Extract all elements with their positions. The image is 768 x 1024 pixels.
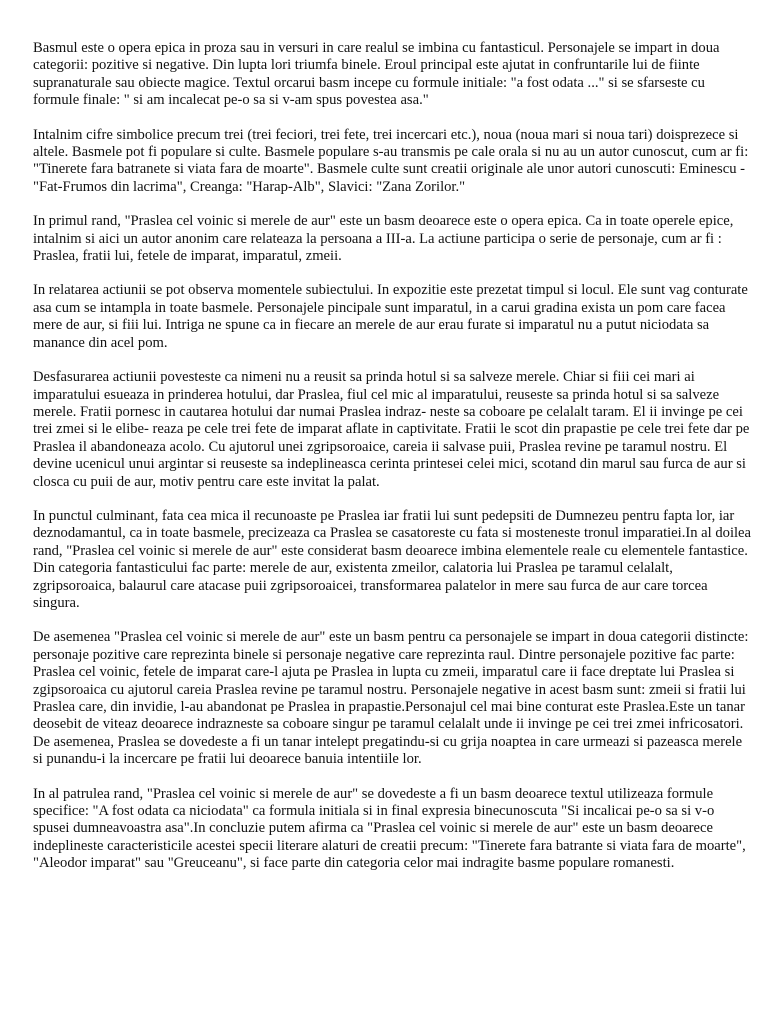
document-page: [33, 40, 753, 890]
paragraph-7: De asemenea "Praslea cel voinic si merele de aur" este un basm pentru ca personajele se impart in doua categorii distincte: personaje pozitive care reprezinta binele si personaje negative care reprezinta raul. Dintre personajele pozitive fac parte: Praslea cel voinic, fetele de imparat care-l ajuta pe Praslea in lupta cu zmeii, imparatul care ii face dreptate lui Praslea si zgipsoroaica cu ajutorul careia Praslea revine pe taramul nostru. Personajele negative in acest basm sunt: zmeii si fratii lui Praslea care, din invidie, l-au abandonat pe Praslea in prapastie.Personajul cel mai bine conturat este Praslea.Este un tanar deosebit de viteaz deoarece indrazneste sa coboare singur pe taramul celalalt unde ii invinge pe cei trei zmei infricosatori. De asemenea, Praslea se dovedeste a fi un tanar intelept pregatindu-si cu grija noaptea in care urmeazi si pazeasca merele si punandu-i la incercare pe fratii lui deoarece banuia intentiile lor.: [33, 629, 749, 768]
paragraph-1: Basmul este o opera epica in proza sau in versuri in care realul se imbina cu fantasticul. Personajele se impart in doua categorii: pozitive si negative. Din lupta lori triumfa binele. Eroul principal este ajutat in confruntarile lui de fiinte supranaturale sau obiecte magice. Textul orcarui basm incepe cu formule initiale: "a fost odata ..." si se sfarseste cu formule finale: " si am incalecat pe-o sa si v-am spus povestea asa.": [33, 40, 720, 109]
paragraph-5: Desfasurarea actiunii povesteste ca nimeni nu a reusit sa prinda hotul si sa salveze merele. Chiar si fiii cei mari ai imparatului esueaza in prinderea hotului, dar Praslea, fiul cel mic al imparatului, reuseste sa prinda hotul si sa salveze merele. Fratii pornesc in cautarea hotului dar numai Praslea indraz- neste sa coboare pe celalalt taram. El ii invinge pe cei trei zmei si le elibe- reaza pe cele trei fete de imparat aflate in captivitate. Fratii le scot din prapastie pe cele trei fete dar pe Praslea il abandoneaza acolo. Cu ajutorul unei zgripsoroaice, careia ii salvase puii, Praslea revine pe taramul nostru. El devine ucenicul unui argintar si reuseste sa indeplineasca cerinta printesei celei mici, scotand din marul sau furca de aur si closca cu puii de aur, motiv pentru care este invitat la palat.: [33, 369, 750, 490]
paragraph-8: In al patrulea rand, "Praslea cel voinic si merele de aur" se dovedeste a fi un basm deoarece textul utilizeaza formule specifice: "A fost odata ca niciodata" ca formula initiala si in final expresia binecunoscuta "Si incalicai pe-o sa si v-o spusei dumneavoastra asa".In concluzie putem afirma ca "Praslea cel voinic si merele de aur" este un basm deoarece indeplineste caracteristicile acestei specii literare alaturi de creatii precum: "Tinerete fara batrante si viata fara de moarte", "Aleodor imparat" sau "Greuceanu", si face parte din categoria celor mai indragite basme populare romanesti.: [33, 785, 746, 872]
paragraph-6: In punctul culminant, fata cea mica il recunoaste pe Praslea iar fratii lui sunt pedepsiti de Dumnezeu pentru fapta lor, iar deznodamantul, ca in toate basmele, precizeaza ca Praslea se casatoreste cu fata si mosteneste tronul imparatiei.In al doilea rand, "Praslea cel voinic si merele de aur" este considerat basm deoarece imbina elementele reale cu elementele fantastice. Din categoria fantasticului fac parte: merele de aur, existenta zmeilor, calatoria lui Praslea pe taramul celalalt, zgripsoroaica, balaurul care atacase puii zgripsoroaicei, transformarea palatelor in mere sau furca de aur care torcea singura.: [33, 507, 752, 611]
paragraph-4: In relatarea actiunii se pot observa momentele subiectului. In expozitie este prezetat timpul si locul. Ele sunt vag conturate asa cum se intampla in toate basmele. Personajele pincipale sunt imparatul, in a carui gradina exista un pom care facea mere de aur, si fiii lui. Intriga ne spune ca in fiecare an merele de aur erau furate si imparatul nu a putut niciodata sa manance din acel pom.: [33, 282, 748, 351]
paragraph-2: Intalnim cifre simbolice precum trei (trei feciori, trei fete, trei incercari etc.), noua (noua mari si noua tari) doisprezece si altele. Basmele pot fi populare si culte. Basmele populare s-au transmis pe cale orala si nu au un autor cunoscut, cum ar fi: "Tinerete fara batranete si viata fara de moarte". Basmele culte sunt creatii originale ale unor autori cunoscuti: Eminescu - "Fat-Frumos din lacrima", Creanga: "Harap-Alb", Slavici: "Zana Zorilor.": [33, 126, 749, 195]
paragraph-3: In primul rand, "Praslea cel voinic si merele de aur" este un basm deoarece este o opera epica. Ca in toate operele epice, intalnim si aici un autor anonim care relateaza la persoana a III-a. La actiune participa o serie de personaje, cum ar fi : Praslea, fratii lui, fetele de imparat, imparatul, zmeii.: [33, 213, 734, 265]
